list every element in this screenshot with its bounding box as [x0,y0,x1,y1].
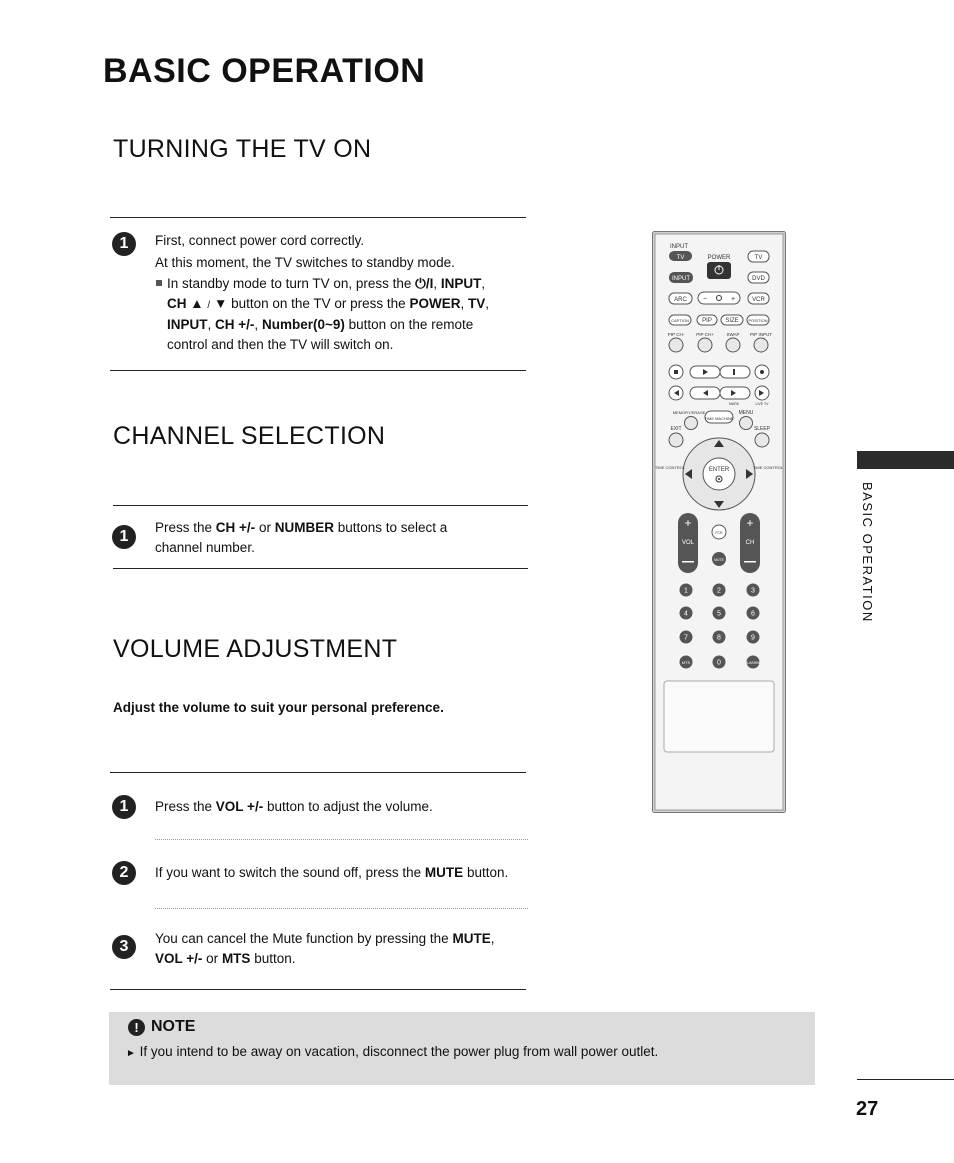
step-text [155,231,525,354]
step-number: 2 [112,861,136,885]
svg-text:TIME MACHINE: TIME MACHINE [704,416,734,421]
svg-text:TV: TV [676,255,685,261]
svg-text:PIP CH+: PIP CH+ [696,332,714,337]
svg-text:TV: TV [754,255,763,261]
power-symbol-icon: ⏻/I [415,276,434,291]
section-divider [110,217,526,218]
dotted-divider [155,839,528,840]
remote-power-button [707,262,731,279]
svg-text:9: 9 [751,634,755,642]
svg-text:+: + [746,516,754,530]
svg-text:+: + [684,516,692,530]
svg-text:FLASHBK: FLASHBK [745,661,761,665]
svg-text:POSITION: POSITION [748,318,768,323]
step-number: 3 [112,935,136,959]
remote-control-illustration [652,231,786,813]
section-divider [113,568,528,569]
remote-label: INPUT [670,244,688,250]
section-title-turning-tv-on: TURNING THE TV ON [113,135,372,163]
step-number: 1 [112,232,136,256]
step-text: If you want to switch the sound off, press the MUTE button. [155,865,509,880]
svg-text:MENU: MENU [738,410,754,416]
svg-text:MARK: MARK [728,402,740,406]
side-tab-bar [857,451,954,469]
step-text: Press the VOL +/- button to adjust the volume. [155,799,433,814]
svg-text:4: 4 [684,610,688,618]
svg-text:PIP CH-: PIP CH- [667,332,685,337]
page-rule [857,1079,954,1080]
svg-text:CH: CH [745,540,755,546]
page-title: BASIC OPERATION [103,52,426,90]
side-tab-label: BASIC OPERATION [860,482,875,623]
svg-text:LIVE TV: LIVE TV [755,402,769,406]
section-title-channel-selection: CHANNEL SELECTION [113,422,386,450]
svg-text:MTS: MTS [681,660,691,665]
svg-text:CAPTION: CAPTION [671,318,689,323]
svg-text:5: 5 [717,610,721,618]
svg-text:7: 7 [684,634,688,642]
svg-text:6: 6 [751,610,755,618]
note-title: NOTE [151,1018,196,1035]
exclamation-icon: ! [128,1019,145,1036]
svg-text:VCR: VCR [752,297,765,303]
section-divider [110,989,526,990]
step-text: Press the CH +/- or NUMBER buttons to select a channel number. [155,520,448,555]
svg-text:SWAP: SWAP [726,332,740,337]
svg-text:ARC: ARC [674,297,687,303]
step-number: 1 [112,525,136,549]
svg-text:MUTE: MUTE [714,558,724,562]
bullet-block: In standby mode to turn TV on, press the ⏻/I, INPUT, CH ▲ / ▼ button on the TV or press the POWER, TV, INPUT, CH +/-, Number(0~9) button on the remote control and then the TV will switch on. [155,274,525,354]
svg-text:PIP INPUT: PIP INPUT [750,332,772,337]
square-bullet-icon [156,280,162,286]
svg-text:EXIT: EXIT [670,426,682,432]
page-number: 27 [856,1098,879,1120]
svg-text:8: 8 [717,634,721,642]
svg-text:VOL: VOL [681,540,695,546]
triangle-bullet-icon: ► [126,1048,136,1059]
svg-text:SIZE: SIZE [725,318,739,324]
svg-text:FCR: FCR [715,531,723,535]
section-title-volume-adjustment: VOLUME ADJUSTMENT [113,635,398,663]
svg-text:−: − [702,296,708,303]
svg-text:POWER: POWER [707,255,731,261]
svg-text:INPUT: INPUT [672,276,690,282]
step-number: 1 [112,795,136,819]
note-text: ► If you intend to be away on vacation, disconnect the power plug from wall power outlet. [126,1044,659,1059]
svg-text:SLEEP: SLEEP [753,426,771,432]
svg-text:+: + [730,296,736,303]
svg-text:PIP: PIP [702,318,712,324]
step-line: First, connect power cord correctly. [155,233,365,248]
step-text: You can cancel the Mute function by pressing the MUTE, VOL +/- or MTS button. [155,931,495,966]
svg-text:DVD: DVD [752,276,765,282]
svg-text:3: 3 [751,587,755,595]
section-divider [110,370,526,371]
svg-text:MEMORY/ERASE: MEMORY/ERASE [672,410,706,415]
section-divider [110,772,526,773]
step-line: At this moment, the TV switches to standby mode. [155,254,455,270]
section-divider [113,505,528,506]
section-intro: Adjust the volume to suit your personal preference. [113,700,444,715]
svg-text:ENTER: ENTER [708,467,730,473]
svg-text:TIME CONTROL: TIME CONTROL [752,465,784,470]
svg-text:TIME CONTROL: TIME CONTROL [654,465,686,470]
svg-text:0: 0 [717,659,721,667]
svg-text:1: 1 [684,587,688,595]
svg-text:2: 2 [717,587,721,595]
dotted-divider [155,908,528,909]
